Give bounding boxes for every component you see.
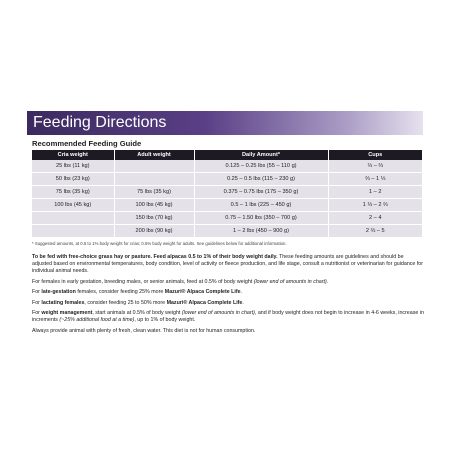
paragraph-general	[32, 254, 424, 275]
paragraph-text: .	[240, 289, 243, 296]
cria-weight-cell: 50 lbs (23 kg)	[32, 173, 114, 186]
paragraph-text: , and if body weight does not begin to increase in 4-6 weeks, increase in increments	[32, 310, 424, 324]
daily-amount-cell: 0.125 – 0.25 lbs (55 – 110 g)	[194, 160, 328, 173]
paragraph-bold-text: late-gestation	[41, 289, 76, 296]
paragraph-bold-text: lactating females	[41, 299, 85, 306]
paragraph-text: females, consider feeding 25% more	[75, 289, 165, 296]
paragraph-bold-text: weight management	[41, 310, 93, 317]
daily-amount-cell: 0.25 – 0.5 lbs (115 – 230 g)	[194, 173, 328, 186]
paragraph-italic-text: (lower end of amounts in chart)	[181, 310, 255, 317]
product-name: Mazuri® Alpaca Complete Life	[164, 289, 241, 296]
adult-weight-cell: 200 lbs (90 kg)	[114, 225, 194, 238]
paragraph-weight-management	[32, 310, 424, 324]
table-row	[32, 199, 422, 212]
paragraph-lactating	[32, 300, 424, 307]
cria-weight-cell	[32, 212, 114, 225]
product-name: Mazuri® Alpaca Complete Life	[166, 299, 243, 306]
daily-amount-cell: 0.5 – 1 lbs (225 – 450 g)	[194, 199, 328, 212]
section-title: Feeding Directions	[33, 114, 167, 131]
adult-weight-cell: 150 lbs (70 kg)	[114, 212, 194, 225]
adult-weight-cell	[114, 160, 194, 173]
daily-amount-cell: 1 – 2 lbs (450 – 900 g)	[194, 225, 328, 238]
paragraph-early-gestation	[32, 279, 424, 286]
table-row	[32, 186, 422, 199]
adult-weight-cell: 100 lbs (45 kg)	[114, 199, 194, 212]
daily-amount-cell: 0.75 – 1.50 lbs (350 – 700 g)	[194, 212, 328, 225]
feeding-instructions	[32, 254, 424, 338]
paragraph-late-gestation	[32, 289, 424, 296]
cria-weight-cell	[32, 225, 114, 238]
cria-weight-cell: 100 lbs (45 kg)	[32, 199, 114, 212]
cups-cell: ⅔ – 1 ⅓	[328, 173, 422, 186]
column-header-cups: Cups	[328, 150, 422, 160]
column-header-adult-weight: Adult weight	[114, 150, 194, 160]
cria-weight-cell: 75 lbs (35 kg)	[32, 186, 114, 199]
cups-cell: 2 – 4	[328, 212, 422, 225]
paragraph-text: , start animals at 0.5% of body weight	[92, 310, 182, 317]
cups-cell: 1 – 2	[328, 186, 422, 199]
table-row	[32, 160, 422, 173]
cups-cell: 1 ⅓ – 2 ⅔	[328, 199, 422, 212]
paragraph-text: , consider feeding 25 to 50% more	[84, 299, 167, 306]
paragraph-text: These feeding amounts are guidelines and should be adjusted based on environmental temperatures, body condition, level of activity or fleece production, and life stage, consult a nutritionist or veterinarian for guidance for individual animal needs.	[32, 254, 424, 275]
paragraph-text: For females in early gestation, breeding males, or senior animals, feed at 0.5% of body weight	[32, 278, 254, 285]
paragraph-text: Always provide animal with plenty of fresh, clean water. This diet is not for human consumption.	[32, 327, 256, 334]
paragraph-text: For	[32, 299, 42, 306]
paragraph-text: For	[32, 289, 42, 296]
paragraph-water	[32, 328, 424, 335]
table-footnote: * Suggested amounts, at 0.5 to 1% body weight for crias; 0.5% body weight for adults. See guidelines below for additional information.	[32, 241, 287, 246]
adult-weight-cell: 75 lbs (35 kg)	[114, 186, 194, 199]
column-header-cria-weight: Cria weight	[32, 150, 114, 160]
paragraph-text: , up to 1% of body weight.	[134, 317, 196, 324]
table-header-row	[32, 150, 422, 160]
paragraph-text: .	[242, 299, 244, 306]
paragraph-italic-text: (lower end of amounts in chart).	[253, 278, 329, 285]
table-heading: Recommended Feeding Guide	[32, 139, 142, 148]
feeding-table	[32, 150, 422, 238]
table-row	[32, 173, 422, 186]
cria-weight-cell: 25 lbs (11 kg)	[32, 160, 114, 173]
section-banner	[27, 111, 423, 135]
cups-cell: 2 ⅔ – 5	[328, 225, 422, 238]
paragraph-italic-text: (~25% additional food at a time)	[59, 317, 135, 324]
table-row	[32, 225, 422, 238]
paragraph-text: For	[32, 310, 42, 317]
column-header-daily-amount: Daily Amount*	[194, 150, 328, 160]
daily-amount-cell: 0.375 – 0.75 lbs (175 – 350 g)	[194, 186, 328, 199]
cups-cell: ⅓ – ⅔	[328, 160, 422, 173]
adult-weight-cell	[114, 173, 194, 186]
table-row	[32, 212, 422, 225]
paragraph-bold-text: To be fed with free-choice grass hay or pasture. Feed alpacas 0.5 to 1% of their body weight daily.	[32, 254, 278, 260]
